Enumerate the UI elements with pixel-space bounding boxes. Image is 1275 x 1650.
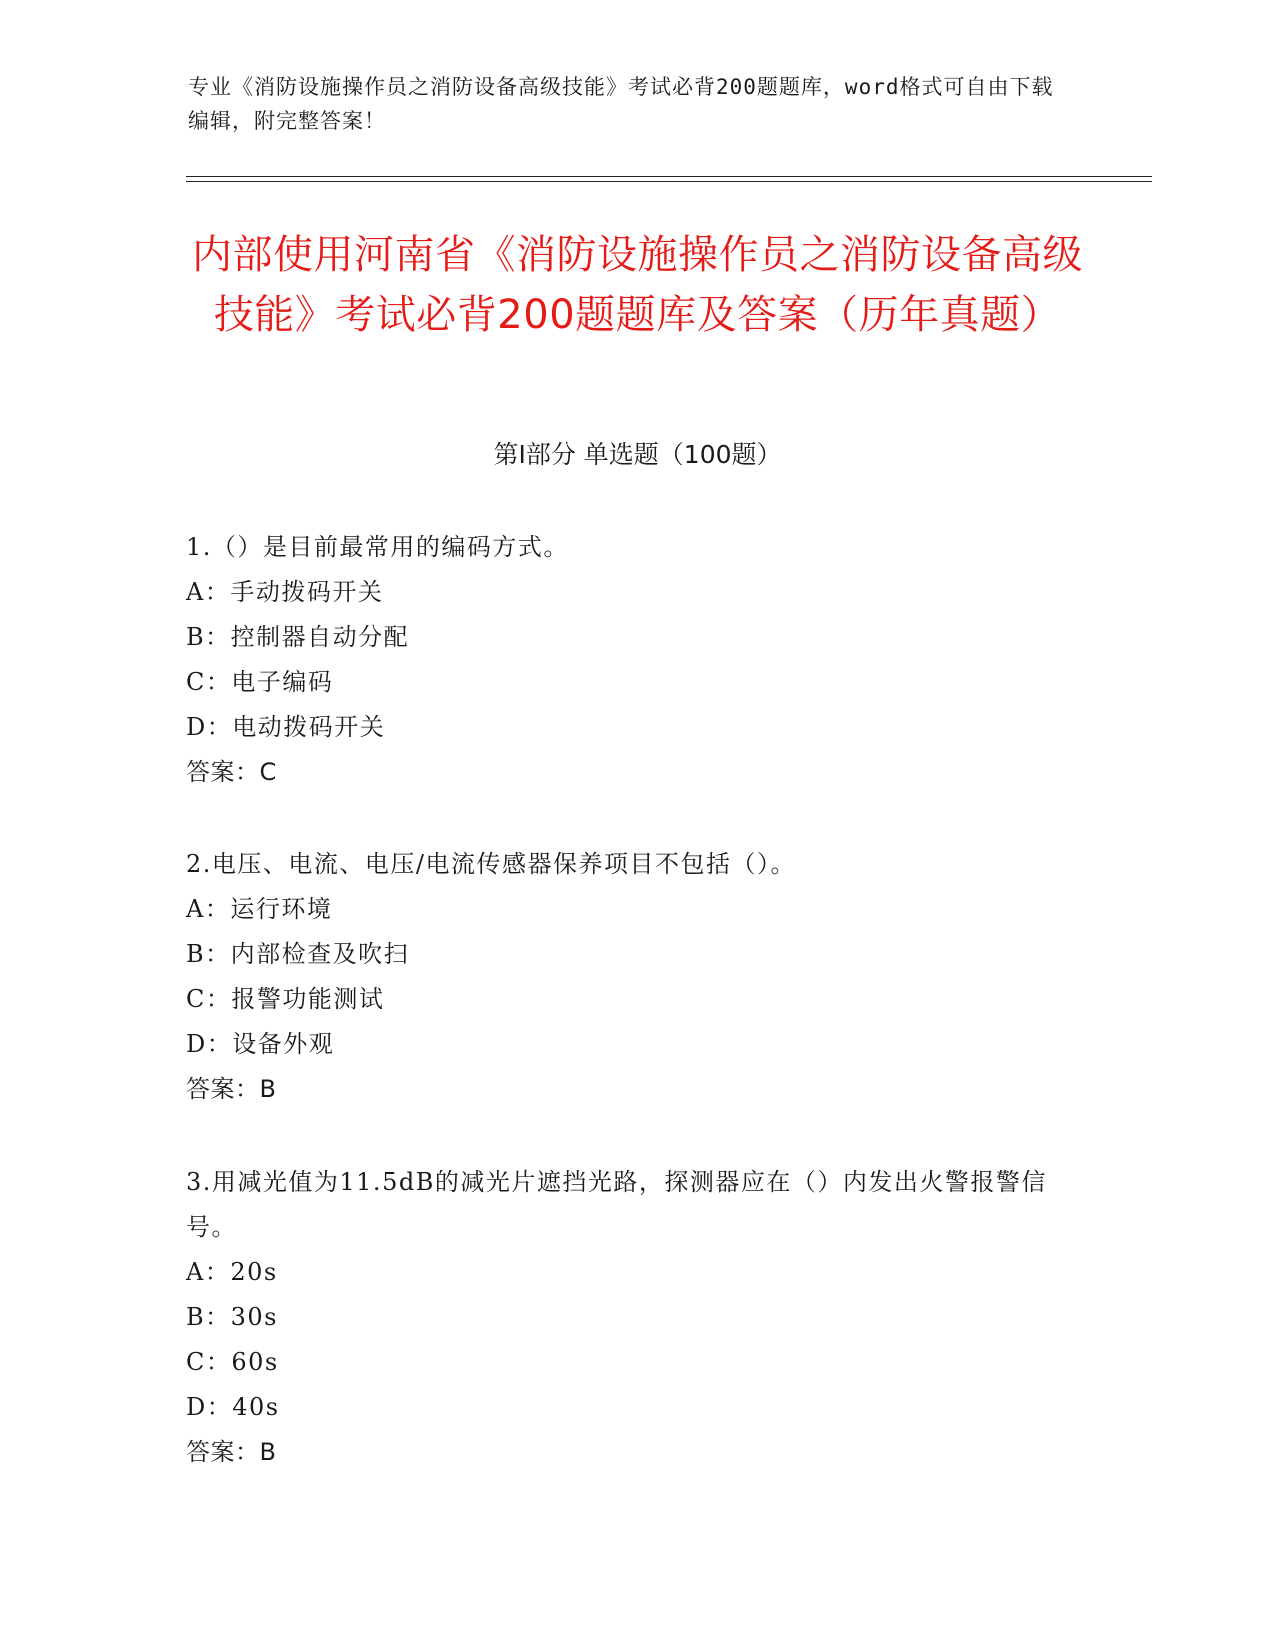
header-divider-bottom bbox=[186, 181, 1152, 182]
header-note: 专业《消防设施操作员之消防设备高级技能》考试必背200题题库，word格式可自由下载编辑，附完整答案！ bbox=[188, 75, 1054, 133]
option-d: D：40s bbox=[186, 1393, 280, 1421]
option-b: B：内部检查及吹扫 bbox=[186, 940, 410, 968]
section-title: 第I部分 单选题（100题） bbox=[493, 440, 782, 469]
option-b: B：控制器自动分配 bbox=[186, 623, 410, 651]
question-stem: 2.电压、电流、电压/电流传感器保养项目不包括（）。 bbox=[186, 850, 796, 878]
option-d: D：电动拨码开关 bbox=[186, 713, 386, 741]
question-block bbox=[186, 842, 1086, 1112]
answer: 答案：C bbox=[186, 758, 277, 786]
answer: 答案：B bbox=[186, 1075, 277, 1103]
document-title: 内部使用河南省《消防设施操作员之消防设备高级技能》考试必背200题题库及答案（历年真题） bbox=[192, 232, 1083, 338]
option-a: A：运行环境 bbox=[186, 895, 333, 923]
option-a: A：手动拨码开关 bbox=[186, 578, 384, 606]
option-d: D：设备外观 bbox=[186, 1030, 335, 1058]
question-stem: 3.用减光值为11.5dB的减光片遮挡光路，探测器应在（）内发出火警报警信号。 bbox=[186, 1168, 1047, 1241]
option-c: C：60s bbox=[186, 1348, 279, 1376]
option-b: B：30s bbox=[186, 1303, 278, 1331]
option-a: A：20s bbox=[186, 1258, 278, 1286]
header-divider-top bbox=[186, 176, 1152, 177]
question-stem: 1.（）是目前最常用的编码方式。 bbox=[186, 533, 569, 561]
option-c: C：报警功能测试 bbox=[186, 985, 385, 1013]
question-block bbox=[186, 1160, 1086, 1475]
option-c: C：电子编码 bbox=[186, 668, 334, 696]
answer: 答案：B bbox=[186, 1438, 277, 1466]
question-block bbox=[186, 525, 1086, 795]
